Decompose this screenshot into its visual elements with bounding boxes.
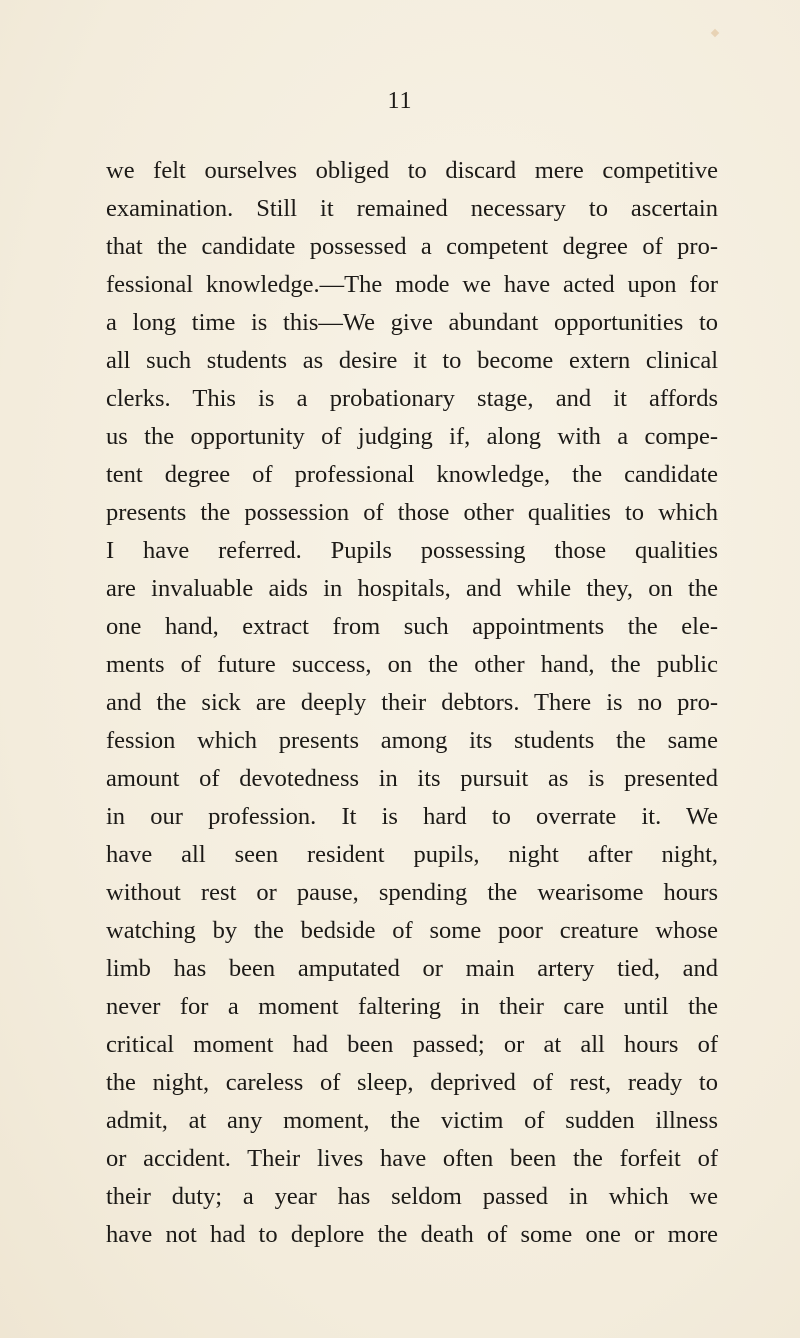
paper-blemish [711,29,719,37]
page-number: 11 [387,88,413,114]
body-text [106,152,718,1254]
text-line: we felt ourselves obliged to discard mere competitive [106,157,718,184]
text-line: are invaluable aids in hospitals, and while they, on the [106,575,718,602]
text-line: or accident. Their lives have often been the forfeit of [106,1145,718,1172]
text-line: critical moment had been passed; or at all hours of [106,1031,718,1058]
text-line: have all seen resident pupils, night after night, [106,841,718,868]
text-line: tent degree of professional knowledge, the candidate [106,461,718,488]
text-line: limb has been amputated or main artery tied, and [106,955,718,982]
text-line: examination. Still it remained necessary to ascertain [106,195,718,222]
text-line: the night, careless of sleep, deprived of rest, ready to [106,1069,718,1096]
text-line: all such students as desire it to become extern clinical [106,347,718,374]
text-line: amount of devotedness in its pursuit as is presented [106,765,718,792]
text-line: fession which presents among its students the same [106,727,718,754]
text-line: one hand, extract from such appointments the ele- [106,613,718,640]
text-line: ments of future success, on the other hand, the public [106,651,718,678]
text-line: admit, at any moment, the victim of sudden illness [106,1107,718,1134]
text-line: have not had to deplore the death of some one or more [106,1221,718,1248]
text-line: a long time is this—We give abundant opportunities to [106,309,718,336]
text-line: fessional knowledge.—The mode we have acted upon for [106,271,718,298]
text-line: presents the possession of those other qualities to which [106,499,718,526]
text-line: and the sick are deeply their debtors. There is no pro- [106,689,718,716]
text-line: us the opportunity of judging if, along with a compe- [106,423,718,450]
text-line: their duty; a year has seldom passed in which we [106,1183,718,1210]
text-line: clerks. This is a probationary stage, and it affords [106,385,718,412]
text-line: in our profession. It is hard to overrate it. We [106,803,718,830]
text-line: I have referred. Pupils possessing those qualities [106,537,718,564]
text-line: without rest or pause, spending the wearisome hours [106,879,718,906]
text-line: watching by the bedside of some poor creature whose [106,917,718,944]
text-line: never for a moment faltering in their care until the [106,993,718,1020]
text-line: that the candidate possessed a competent degree of pro- [106,233,718,260]
